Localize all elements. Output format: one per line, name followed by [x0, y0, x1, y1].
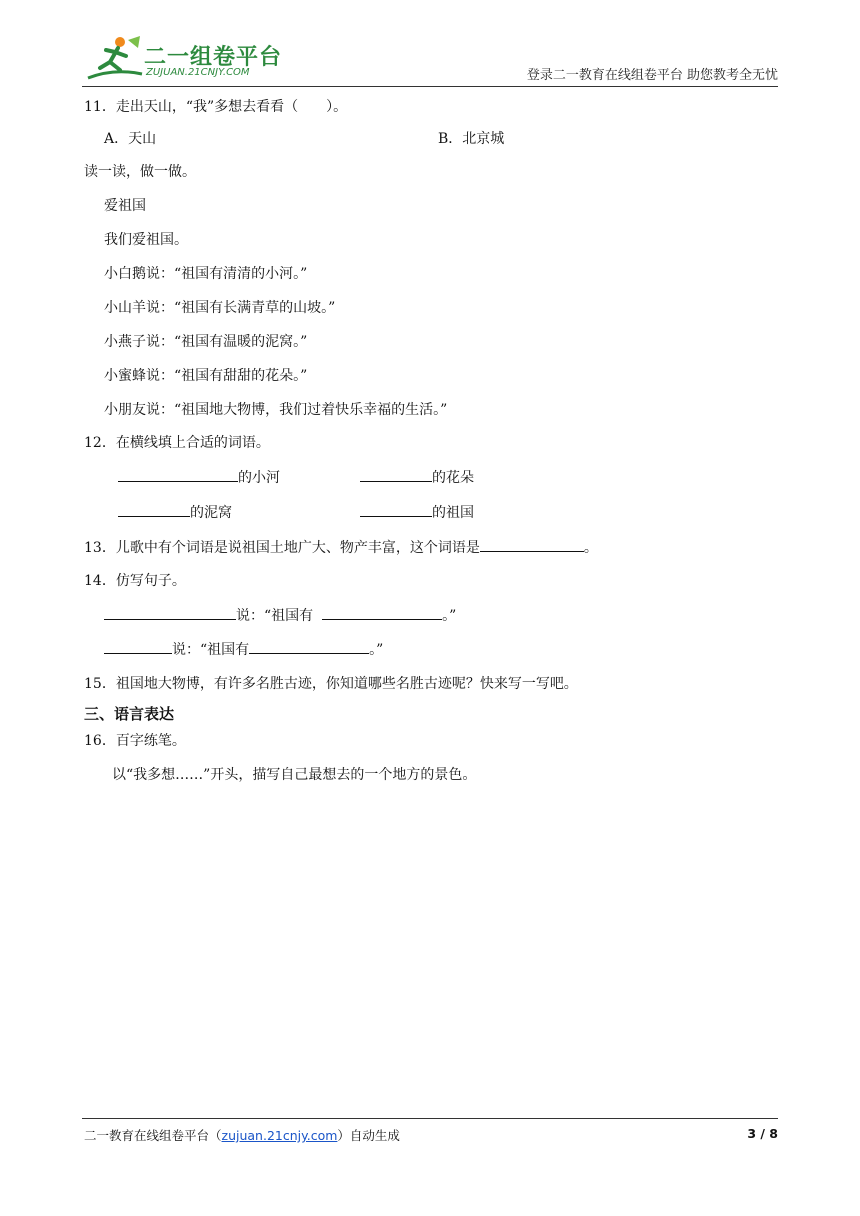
q16-prompt: 以“我多想……”开头，描写自己最想去的一个地方的景色。	[112, 767, 477, 783]
q12-item: 的花朵	[360, 467, 474, 488]
q11-stem: 11．走出天山，“我”多想去看看（ ）。	[84, 99, 348, 115]
reading-line: 小白鹅说：“祖国有清清的小河。”	[104, 266, 308, 282]
footer-divider	[82, 1118, 778, 1119]
q14-stem: 14．仿写句子。	[84, 573, 186, 589]
running-figure-logo-icon	[84, 34, 146, 82]
reading-title: 爱祖国	[104, 198, 146, 214]
logo-url: ZUJUAN.21CNJY.COM	[146, 67, 250, 78]
reading-instruction: 读一读，做一做。	[84, 164, 196, 180]
logo-name: 二一组卷平台	[144, 45, 283, 70]
footer-source: 二一教育在线组卷平台（zujuan.21cnjy.com）自动生成	[84, 1128, 400, 1143]
header-logo	[84, 34, 284, 84]
reading-line: 小燕子说：“祖国有温暖的泥窝。”	[104, 334, 308, 350]
answer-blank[interactable]	[118, 467, 238, 482]
header-divider	[82, 86, 778, 87]
reading-line: 小朋友说：“祖国地大物博，我们过着快乐幸福的生活。”	[104, 402, 448, 418]
q11-option-b: B．北京城	[438, 131, 505, 147]
answer-blank[interactable]	[322, 605, 442, 620]
q12-stem: 12．在横线填上合适的词语。	[84, 435, 270, 451]
page-number: 3 / 8	[747, 1126, 778, 1141]
q16-stem: 16．百字练笔。	[84, 733, 186, 749]
answer-blank[interactable]	[104, 605, 236, 620]
footer-link[interactable]: zujuan.21cnjy.com	[221, 1128, 338, 1143]
q12-item: 的祖国	[360, 502, 474, 523]
q11-option-a: A．天山	[104, 131, 157, 147]
reading-line: 小山羊说：“祖国有长满青草的山坡。”	[104, 300, 336, 316]
answer-blank[interactable]	[480, 537, 584, 552]
q12-item: 的小河	[118, 467, 280, 488]
section-title: 三、语言表达	[84, 705, 175, 723]
reading-line: 小蜜蜂说：“祖国有甜甜的花朵。”	[104, 368, 308, 384]
answer-blank[interactable]	[118, 502, 190, 517]
answer-blank[interactable]	[104, 639, 172, 654]
q13-line: 13．儿歌中有个词语是说祖国土地广大、物产丰富，这个词语是 。	[84, 537, 598, 558]
reading-line: 我们爱祖国。	[104, 232, 188, 248]
q14-line-2: 说：“祖国有 。”	[104, 639, 383, 660]
q15-stem: 15．祖国地大物博，有许多名胜古迹，你知道哪些名胜古迹呢？快来写一写吧。	[84, 676, 578, 692]
q13-stem: 13．儿歌中有个词语是说祖国土地广大、物产丰富，这个词语是	[84, 540, 480, 556]
answer-blank[interactable]	[249, 639, 369, 654]
answer-blank[interactable]	[360, 467, 432, 482]
q12-item: 的泥窝	[118, 502, 232, 523]
answer-blank[interactable]	[360, 502, 432, 517]
q14-line-1: 说：“祖国有 。”	[104, 605, 456, 626]
header-slogan: 登录二一教育在线组卷平台 助您教考全无忧	[526, 68, 778, 83]
